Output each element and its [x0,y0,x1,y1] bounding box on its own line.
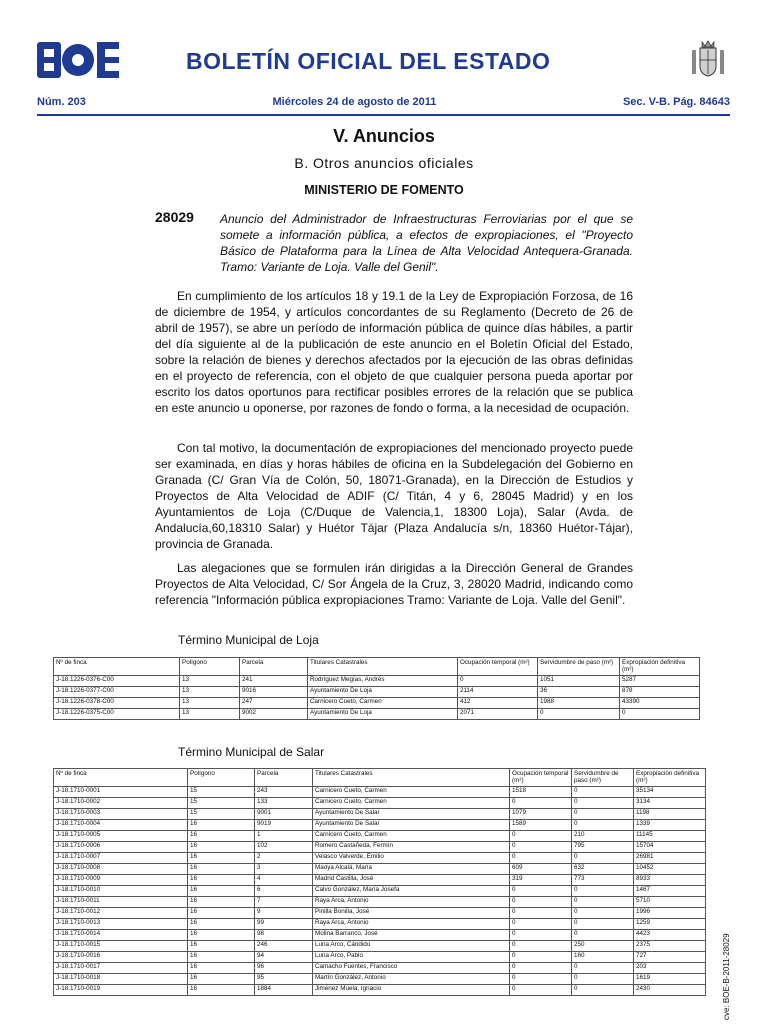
column-header: Expropiación definitiva (m²) [634,769,706,787]
table-cell: Raya Arca, Antonio [313,919,510,930]
table-cell: Carnicero Cueto, Carmen [313,787,510,798]
table-cell: 0 [572,886,634,897]
table-cell: 3134 [634,798,706,809]
table-cell: 0 [572,787,634,798]
issue-meta [37,96,730,108]
table-cell: J-18.1710-0004 [54,820,188,831]
table-cell: 102 [255,842,313,853]
page-title: BOLETÍN OFICIAL DEL ESTADO [186,48,551,74]
table-cell: 6 [255,886,313,897]
table-cell: 15 [188,798,255,809]
table-row [54,974,706,985]
table-cell: 0 [572,897,634,908]
table-cell: 0 [510,853,572,864]
table-cell: 0 [458,676,538,687]
paragraph-1: En cumplimiento de los artículos 18 y 19.1 de la Ley de Expropiación Forzosa, de 16 de diciembre de 1954, y artículos concordantes de su Reglamento (Decreto de 26 de abril de 1957), se abre un período de información pública de quince días hábiles, a partir del día siguiente al de la publicación de este anuncio en el Boletín Oficial del Estado, sobre la relación de bienes y derechos afectados por la ejecución de las obras definidas en el proyecto de referencia, con el objeto de que cualquier persona pueda aportar por escrito los datos oportunos para rectificar posibles errores de la relación que se publica en este anuncio u oponerse, por razones de fondo o forma, a la necesidad de ocupación. [155,289,633,415]
table-cell: 133 [255,798,313,809]
column-header: Nº de finca [54,769,188,787]
table-cell: Ayuntamiento De Salar [313,820,510,831]
table-cell: J-18.1710-0005 [54,831,188,842]
table-cell: J-18.1710-0016 [54,952,188,963]
table-cell: Velasco Valverde, Emilio [313,853,510,864]
table-cell: Raya Arca, Antonio [313,897,510,908]
table-cell: 2 [255,853,313,864]
table-cell: Molina Barranco, José [313,930,510,941]
table-cell: 16 [188,897,255,908]
table-cell: 26981 [634,853,706,864]
table-cell: 16 [188,864,255,875]
column-header: Titulares Catastrales [313,769,510,787]
column-header: Servidumbre de paso (m²) [572,769,634,787]
table-cell: Carnicero Cueto, Carmen [308,698,458,709]
table-cell: 10452 [634,864,706,875]
table-row [54,908,706,919]
table-cell: 1339 [634,820,706,831]
column-header: Ocupación temporal (m²) [510,769,572,787]
table-cell: J-18.1710-0015 [54,941,188,952]
table-cell: Camacho Fuentes, Francisco [313,963,510,974]
table-cell: 1 [255,831,313,842]
cve-code: cve: BOE-B-2011-28029 [722,933,731,1020]
table-cell: J-18.1710-0014 [54,930,188,941]
table-header-row [54,769,706,787]
table-cell: 0 [538,709,620,720]
table-cell: 1198 [634,809,706,820]
table-cell: 773 [572,875,634,886]
table-cell: J-18.1226-0376-C00 [54,676,180,687]
column-header: Polígono [188,769,255,787]
table-cell: Jiménez Muela, Ignacio [313,985,510,996]
table-cell: 13 [180,687,240,698]
table-cell: Romero Castañeda, Fermín [313,842,510,853]
table-row [54,820,706,831]
coat-of-arms-icon [688,38,728,80]
salar-table [53,768,706,996]
table-cell: 0 [510,974,572,985]
table-cell: 1589 [510,820,572,831]
table-row [54,886,706,897]
table-cell: J-18.1710-0002 [54,798,188,809]
table-cell: 0 [510,897,572,908]
table-row [54,698,700,709]
table-cell: 16 [188,831,255,842]
table-cell: 0 [510,963,572,974]
issue-number: Núm. 203 [37,96,86,108]
table-cell: 15704 [634,842,706,853]
section-title: V. Anuncios [333,126,435,146]
table-cell: 95 [255,974,313,985]
table-row [54,676,700,687]
table-cell: 16 [188,974,255,985]
table-cell: 0 [572,930,634,941]
table-cell: Ayuntamiento De Loja [308,687,458,698]
table-cell: 241 [240,676,308,687]
table-cell: J-18.1710-0012 [54,908,188,919]
table-cell: 16 [188,886,255,897]
column-header: Parcela [240,658,308,676]
table-cell: 250 [572,941,634,952]
table-cell: 319 [510,875,572,886]
column-header: Servidumbre de paso (m²) [538,658,620,676]
ministry-heading: MINISTERIO DE FOMENTO [304,183,464,197]
table-cell: Ayuntamiento De Loja [308,709,458,720]
table-cell: J-18.1710-0010 [54,886,188,897]
table-row [54,842,706,853]
table-cell: Luna Arco, Pablo [313,952,510,963]
paragraph-3: Las alegaciones que se formulen irán dirigidas a la Dirección General de Grandes Proyectos de Alta Velocidad, C/ Sor Ángela de la Cruz, 3, 28020 Madrid, indicando como referencia "Información pública expropiaciones Tramo: Variante de Loja. Valle del Genil". [155,561,633,607]
header-rule [37,114,730,116]
table-cell: 1619 [634,974,706,985]
table-cell: 160 [572,952,634,963]
table-cell: 1996 [634,908,706,919]
table-cell: 43390 [620,698,700,709]
table-cell: 1259 [634,919,706,930]
table-cell: 98 [255,930,313,941]
table-cell: 16 [188,842,255,853]
table-cell: 210 [572,831,634,842]
table-cell: 16 [188,908,255,919]
table-cell: 13 [180,709,240,720]
table-cell: 203 [634,963,706,974]
table-cell: 878 [620,687,700,698]
table-cell: J-18.1710-0017 [54,963,188,974]
table-cell: 9019 [255,820,313,831]
table-cell: 16 [188,985,255,996]
table-cell: 3 [255,864,313,875]
table-row [54,831,706,842]
table-cell: 36 [538,687,620,698]
table-cell: 0 [510,886,572,897]
table-cell: 16 [188,875,255,886]
table-cell: 0 [510,798,572,809]
table-cell: J-18.1710-0006 [54,842,188,853]
table-cell: 0 [572,820,634,831]
table-cell: 99 [255,919,313,930]
table-cell: 412 [458,698,538,709]
table-cell: 7 [255,897,313,908]
table-row [54,853,706,864]
announcement-number: 28029 [155,209,194,225]
table-cell: Calvo González, María Josefa [313,886,510,897]
table-cell: 16 [188,941,255,952]
table-cell: Martín González, Antonio [313,974,510,985]
table-cell: 5710 [634,897,706,908]
table-row [54,787,706,798]
table-cell: 13 [180,676,240,687]
table-cell: 243 [255,787,313,798]
paragraph-2: Con tal motivo, la documentación de expropiaciones del mencionado proyecto puede ser examinada, en días y horas hábiles de oficina en la Subdelegación del Gobierno en Granada (C/ Gran Vía de Colón, 50, 18071-Granada), en la Dirección de Estudios y Proyectos de Alta Velocidad de ADIF (C/ Titán, 4 y 6, 28045 Madrid) y en los Ayuntamientos de Loja (C/Duque de Valencia,1, 18300 Loja), Salar (Avda. de Andalucía,60,18310 Salar) y Huétor Tájar (Plaza Andalucía s/n, 18360 Huétor-Tájar), provincia de Granada. [155,441,633,551]
table-cell: 0 [572,974,634,985]
issue-date: Miércoles 24 de agosto de 2011 [272,96,437,108]
table-cell: J-18.1710-0008 [54,864,188,875]
table-cell: 0 [510,842,572,853]
table-cell: 0 [510,952,572,963]
table-cell: 0 [510,941,572,952]
table-cell: 609 [510,864,572,875]
table-cell: J-18.1710-0018 [54,974,188,985]
table-cell: 94 [255,952,313,963]
section-page: Sec. V-B. Pág. 84643 [622,96,730,108]
table-cell: 0 [510,908,572,919]
table-row [54,687,700,698]
table-row [54,809,706,820]
table-cell: J-18.1226-0375-C00 [54,709,180,720]
table-row [54,897,706,908]
table-cell: 247 [240,698,308,709]
table-row [54,875,706,886]
table-header-row [54,658,700,676]
table-cell: 0 [510,831,572,842]
table-cell: 0 [510,919,572,930]
table-cell: J-18.1226-0378-C00 [54,698,180,709]
table-cell: 2071 [458,709,538,720]
column-header: Nº de finca [54,658,180,676]
table-cell: 16 [188,820,255,831]
table-cell: 1467 [634,886,706,897]
table-row [54,930,706,941]
table-cell: Carnicero Cueto, Carmen [313,831,510,842]
table-cell: J-18.1710-0011 [54,897,188,908]
table-cell: 632 [572,864,634,875]
table-cell: Carnicero Cueto, Carmen [313,798,510,809]
table-cell: 5287 [620,676,700,687]
table-cell: 16 [188,930,255,941]
table-cell: 246 [255,941,313,952]
table-cell: Luna Arco, Cándido [313,941,510,952]
table-cell: 4423 [634,930,706,941]
table-cell: 1988 [538,698,620,709]
column-header: Parcela [255,769,313,787]
table-cell: 4 [255,875,313,886]
table-cell: 15 [188,809,255,820]
table-cell: 1518 [510,787,572,798]
table-cell: Ayuntamiento De Salar [313,809,510,820]
table-cell: 0 [510,930,572,941]
table-cell: 9 [255,908,313,919]
table-cell: J-18.1710-0001 [54,787,188,798]
table-cell: J-18.1710-0009 [54,875,188,886]
table-cell: 0 [572,908,634,919]
table-cell: 1051 [538,676,620,687]
table-cell: 16 [188,919,255,930]
table-cell: 9002 [240,709,308,720]
column-header: Ocupación temporal (m²) [458,658,538,676]
table-cell: 16 [188,963,255,974]
table-cell: 727 [634,952,706,963]
table-cell: 1079 [510,809,572,820]
table-cell: 16 [188,952,255,963]
loja-table-label: Término Municipal de Loja [178,633,319,647]
table-row [54,952,706,963]
table-cell: 0 [572,985,634,996]
announcement-summary: Anuncio del Administrador de Infraestructuras Ferroviarias por el que se somete a información pública, a efectos de expropiaciones, el "Proyecto Básico de Plataforma para la Línea de Alta Velocidad Antequera-Granada. Tramo: Variante de Loja. Valle del Genil". [220,212,633,274]
table-row [54,941,706,952]
table-cell: 35134 [634,787,706,798]
table-row [54,963,706,974]
table-cell: Maoya Alcalá, María [313,864,510,875]
table-cell: J-18.1710-0019 [54,985,188,996]
loja-table [53,657,700,720]
table-cell: 0 [572,963,634,974]
table-cell: J-18.1710-0003 [54,809,188,820]
table-cell: 8933 [634,875,706,886]
section-subtitle: B. Otros anuncios oficiales [294,155,474,171]
table-row [54,709,700,720]
table-cell: 96 [255,963,313,974]
table-cell: 15 [188,787,255,798]
table-cell: 0 [572,853,634,864]
table-cell: 0 [572,919,634,930]
table-row [54,864,706,875]
table-cell: 1884 [255,985,313,996]
table-cell: Pinilla Bonilla, José [313,908,510,919]
column-header: Polígono [180,658,240,676]
salar-table-label: Término Municipal de Salar [178,745,325,759]
table-cell: 2114 [458,687,538,698]
table-cell: 795 [572,842,634,853]
boe-logo [37,42,119,78]
column-header: Expropiación definitiva (m²) [620,658,700,676]
table-cell: 2375 [634,941,706,952]
table-cell: 9016 [240,687,308,698]
table-cell: 2430 [634,985,706,996]
table-cell: 9001 [255,809,313,820]
table-cell: 0 [572,798,634,809]
table-cell: 13 [180,698,240,709]
table-cell: 0 [572,809,634,820]
table-cell: 0 [510,985,572,996]
table-row [54,798,706,809]
table-row [54,919,706,930]
table-cell: 0 [620,709,700,720]
table-cell: J-18.1226-0377-C00 [54,687,180,698]
table-cell: 11145 [634,831,706,842]
table-cell: 16 [188,853,255,864]
table-row [54,985,706,996]
table-cell: Rodríguez Megías, Andrés [308,676,458,687]
table-cell: Madrid Castilla, José [313,875,510,886]
column-header: Titulares Catastrales [308,658,458,676]
table-cell: J-18.1710-0013 [54,919,188,930]
table-cell: J-18.1710-0007 [54,853,188,864]
